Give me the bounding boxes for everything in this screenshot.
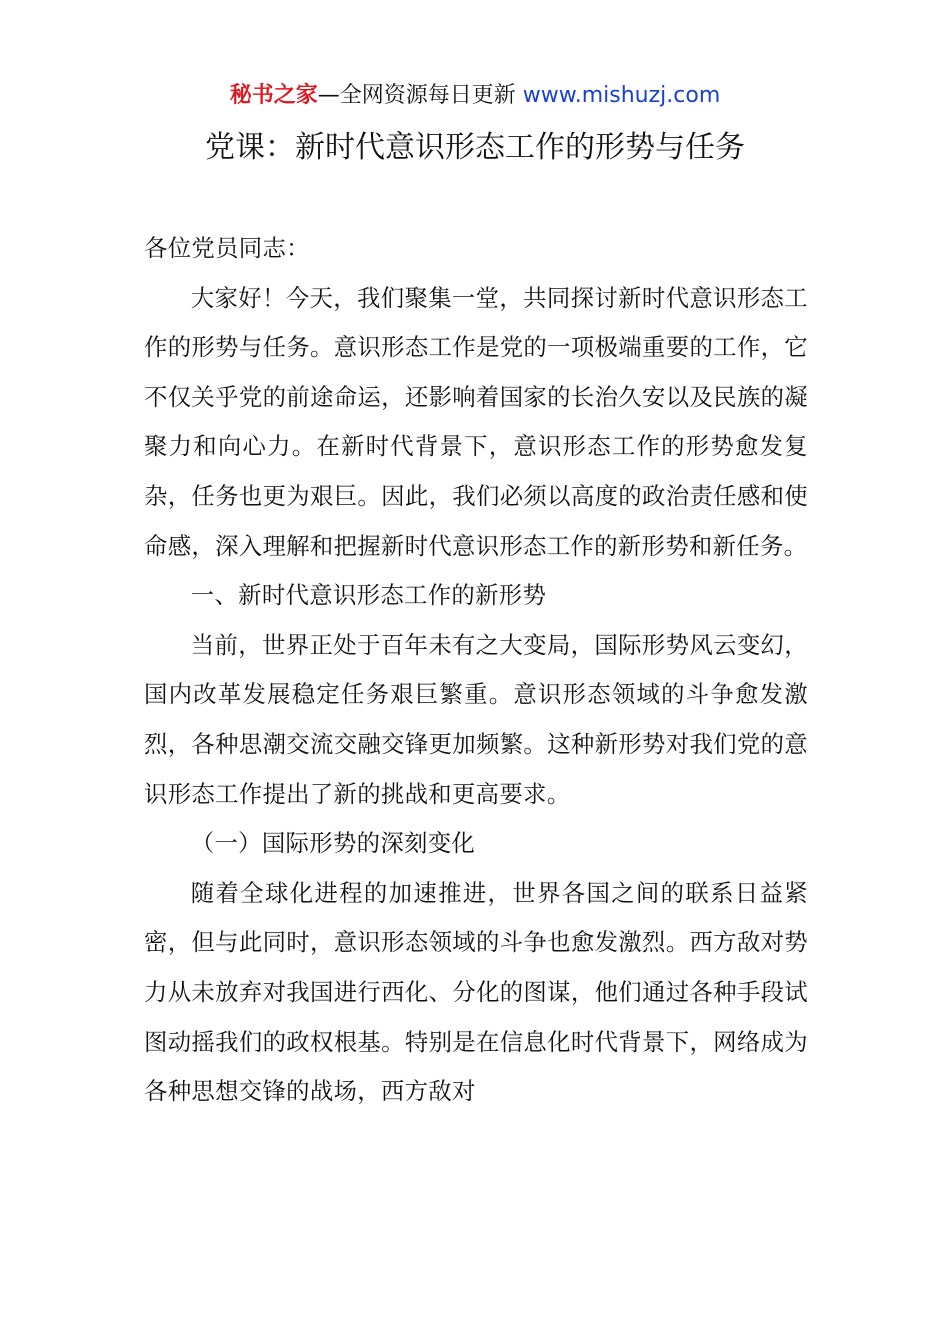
subsection-heading: （一）国际形势的深刻变化 (190, 829, 476, 858)
site-header (0, 80, 950, 112)
intro-paragraph: 大家好！今天，我们聚集一堂，共同探讨新时代意识形态工作的形势与任务。意识形态工作是党的一项极端重要的工作，它不仅关乎党的前途命运，还影响着国家的长治久安以及民族的凝聚力和向心力。在新时代背景下，意识形态工作的形势愈发复杂，任务也更为艰巨。因此，我们必须以高度的政治责任感和使命感，深入理解和把握新时代意识形态工作的新形势和新任务。 (144, 283, 808, 560)
document-title: 党课：新时代意识形态工作的形势与任务 (205, 130, 745, 165)
site-brand: 秘书之家 (229, 83, 318, 108)
salutation-paragraph: 各位党员同志： (144, 234, 310, 262)
site-url-link[interactable]: www.mishuzj.com (522, 83, 721, 108)
body-paragraph: 当前，世界正处于百年未有之大变局，国际形势风云变幻，国内改革发展稳定任务艰巨繁重。意识形态领域的斗争愈发激烈，各种思潮交流交融交锋更加频繁。这种新形势对我们党的意识形态工作提出了新的挑战和更高要求。 (144, 630, 808, 808)
body-paragraph: 随着全球化进程的加速推进，世界各国之间的联系日益紧密，但与此同时，意识形态领域的斗争也愈发激烈。西方敌对势力从未放弃对我国进行西化、分化的图谋，他们通过各种手段试图动摇我们的政权根基。特别是在信息化时代背景下，网络成为各种思想交锋的战场，西方敌对 (144, 878, 808, 1106)
document-body (144, 224, 808, 1117)
site-slogan: —全网资源每日更新 (317, 83, 516, 108)
section-heading: 一、新时代意识形态工作的新形势 (190, 581, 547, 610)
